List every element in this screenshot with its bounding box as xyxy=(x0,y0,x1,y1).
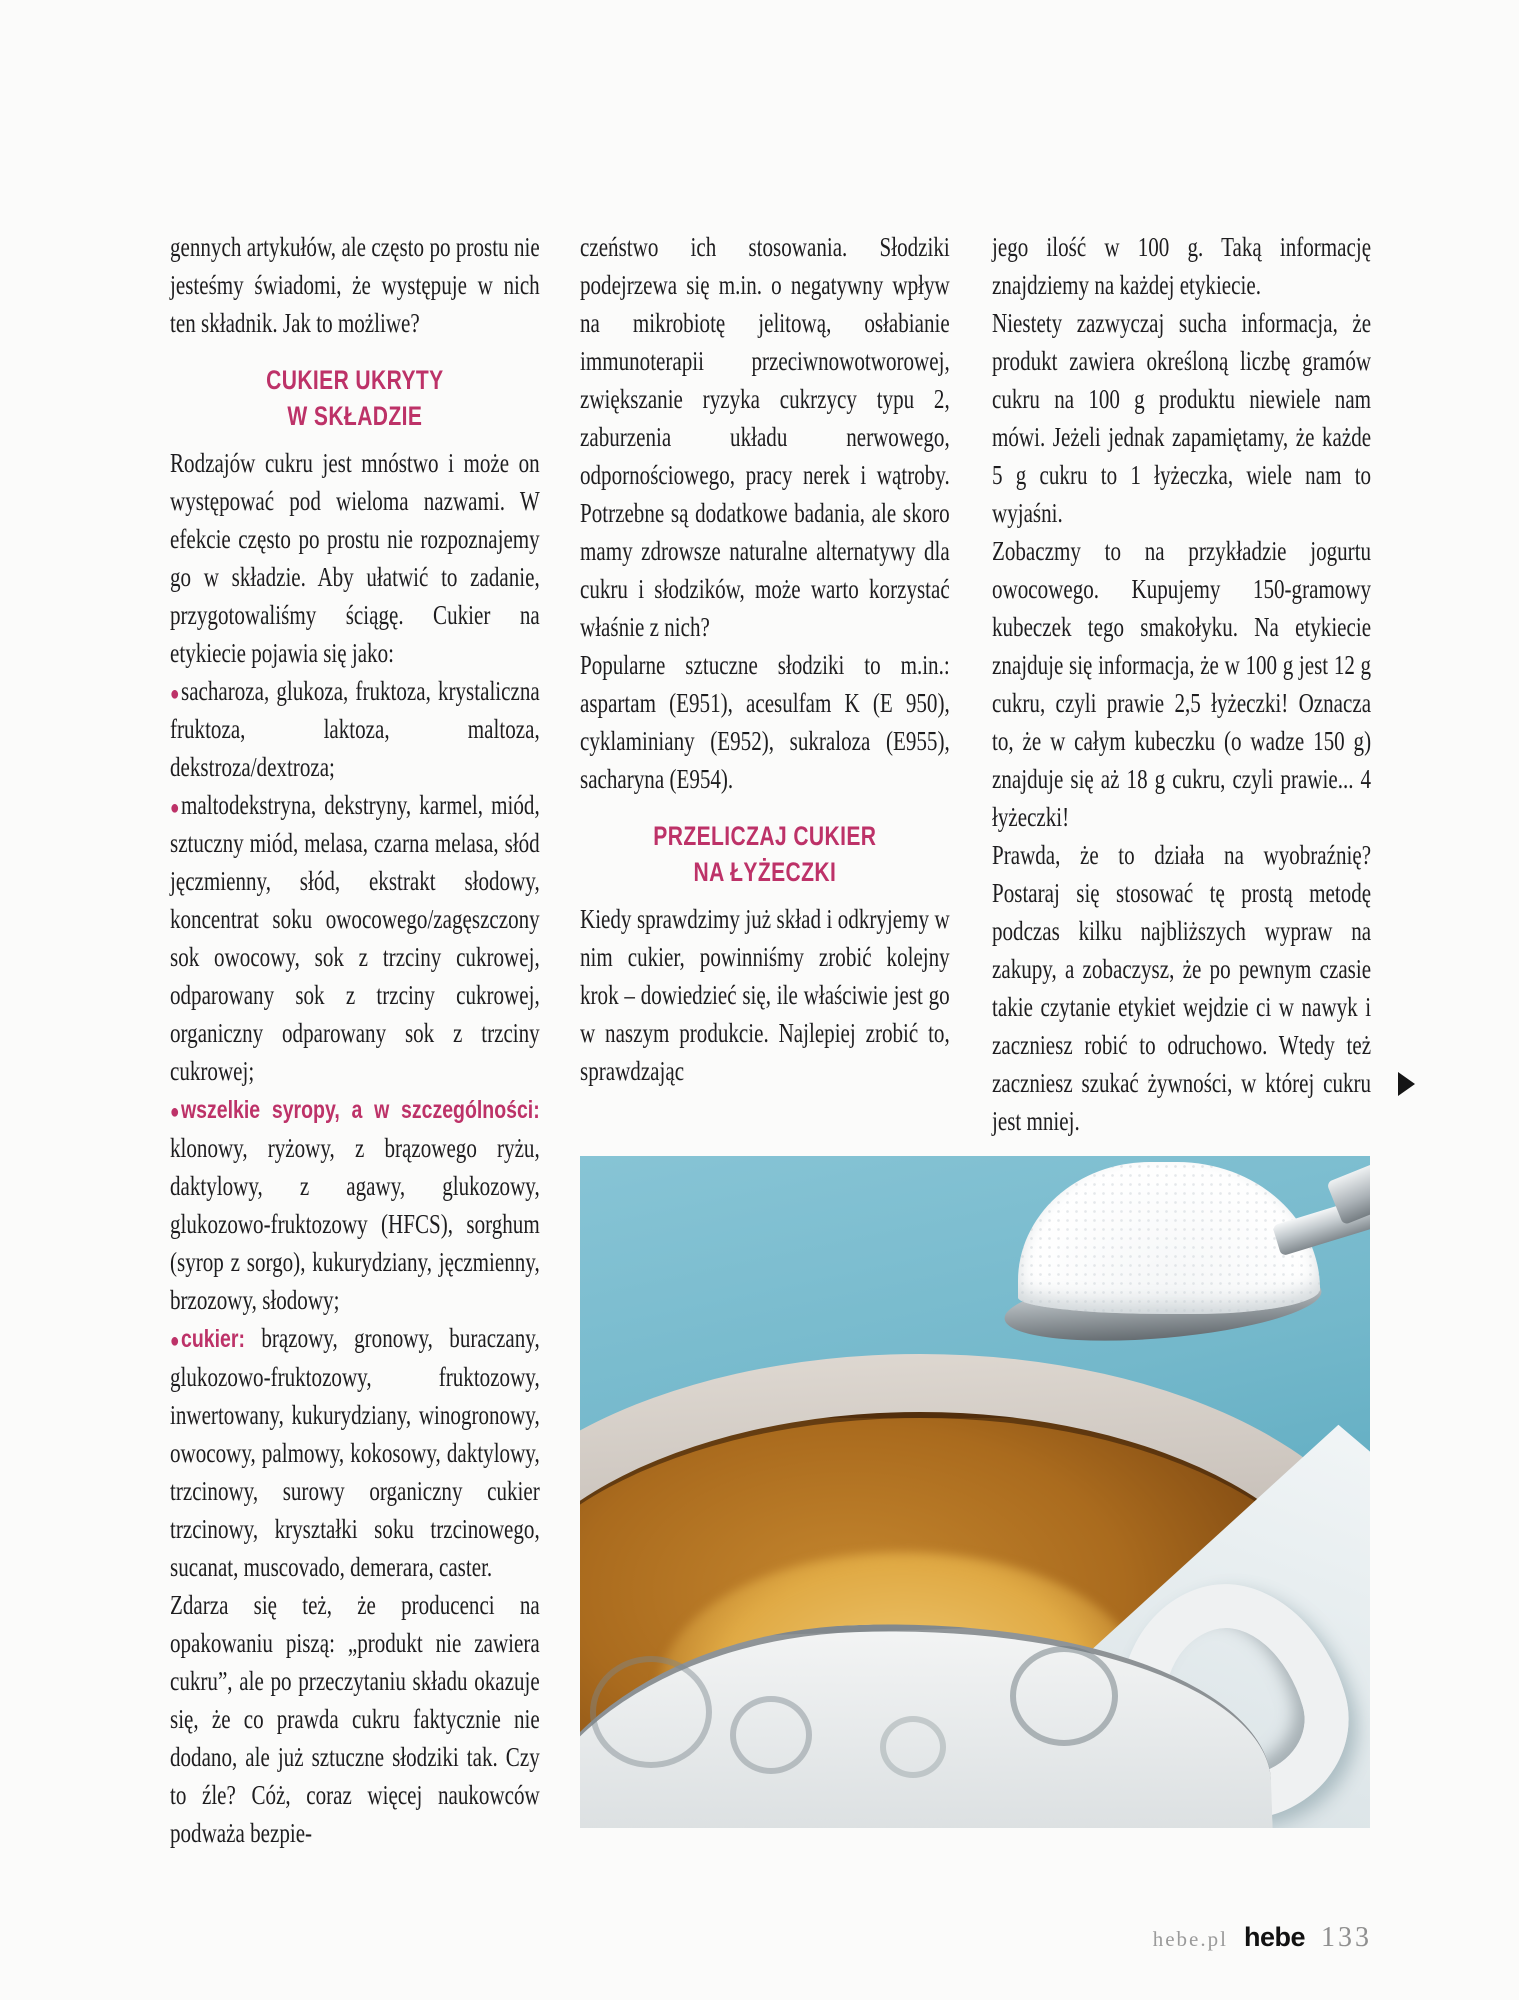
paragraph: Zdarza się też, że producenci na opakowaniu piszą: „produkt nie zawiera cukru”, ale po przeczytaniu składu okazuje się, że co prawda cukru faktycznie nie dodano, ale już sztuczne słodziki tak. Czy to źle? Cóż, coraz więcej naukowców podważa bezpie- xyxy=(170,1590,540,1848)
paragraph: Zobaczmy to na przykładzie jogurtu owocowego. Kupujemy 150-gramowy kubeczek tego smakołyku. Na etykiecie znajduje się informacja, że w 100 g jest 12 g cukru, czyli prawie 2,5 łyżeczki! Oznacza to, że w całym kubeczku (o wadze 150 g) znajduje się aż 18 g cukru, czyli prawie... 4 łyżeczki! xyxy=(992,536,1372,832)
photo-cup-ornament xyxy=(730,1696,812,1774)
section-heading-cukier-ukryty xyxy=(170,362,540,434)
bullet-lead: cukier: xyxy=(180,1325,245,1353)
paragraph: Rodzajów cukru jest mnóstwo i może on występować pod wieloma nazwami. W efekcie często po prostu nie rozpoznajemy go w składzie. Aby ułatwić to zadanie, przygotowaliśmy ściągę. Cukier na etykiecie pojawia się jako: xyxy=(170,448,540,668)
article-continues-arrow-icon xyxy=(1398,1072,1415,1096)
heading-line: CUKIER UKRYTY xyxy=(266,365,444,395)
photo-cup-ornament xyxy=(1010,1646,1118,1746)
bullet-lead: wszelkie syropy, a w szczególności: xyxy=(180,1096,540,1124)
article-column-middle xyxy=(580,228,1054,1090)
photo-sugar-heap xyxy=(1018,1162,1320,1314)
bullet-dot-icon: ● xyxy=(170,797,180,819)
bullet-text: klonowy, ryżowy, z brązowego ryżu, daktylowy, z agawy, glukozowy, glukozowo-fruktozowy (HFCS), sorghum (syrop z sorgo), kukurydziany, jęczmienny, brzozowy, słodowy; xyxy=(170,1133,540,1315)
footer-site-url: hebe.pl xyxy=(1152,1927,1228,1951)
bullet-text: sacharoza, glukoza, fruktoza, krystaliczna fruktoza, laktoza, maltoza, dekstroza/dextroza; xyxy=(170,676,540,782)
bullet-dot-icon: ● xyxy=(170,1101,180,1123)
footer-brand-logo: hebe xyxy=(1243,1922,1305,1952)
bullet-dot-icon: ● xyxy=(170,1330,180,1352)
bullet-dot-icon: ● xyxy=(170,683,180,705)
paragraph: jego ilość w 100 g. Taką informację znajdziemy na każdej etykiecie. xyxy=(992,232,1372,300)
paragraph: gennych artykułów, ale często po prostu nie jesteśmy świadomi, że występuje w nich ten składnik. Jak to możliwe? xyxy=(170,232,540,338)
heading-line: W SKŁADZIE xyxy=(287,401,423,431)
photo-cup-ornament xyxy=(880,1716,946,1778)
bullet-item xyxy=(170,1090,540,1319)
article-column-right xyxy=(992,228,1478,1140)
paragraph: czeństwo ich stosowania. Słodziki podejrzewa się m.in. o negatywny wpływ na mikrobiotę jelitową, osłabianie immunoterapii przeciwnowotworowej, zwiększanie ryzyka cukrzycy typu 2, zaburzenia układu nerwowego, odpornościowego, pracy nerek i wątroby. Potrzebne są dodatkowe badania, ale skoro mamy zdrowsze naturalne alternatywy dla cukru i słodzików, może warto korzystać właśnie z nich? xyxy=(580,232,950,642)
paragraph: Prawda, że to działa na wyobraźnię? Postaraj się stosować tę prostą metodę podczas kilku najbliższych wypraw na zakupy, a zobaczysz, że po pewnym czasie takie czytanie etykiet wejdzie ci w nawyk i zaczniesz robić to odruchowo. Wtedy też zaczniesz szukać żywności, w której cukru jest mniej. xyxy=(992,840,1372,1136)
footer-page-number: 133 xyxy=(1321,1922,1372,1953)
article-column-left xyxy=(170,228,644,1852)
bullet-item xyxy=(170,786,540,1090)
photo-sugar-spoon-over-tea xyxy=(580,1156,1370,1828)
photo-cup-ornament xyxy=(590,1656,712,1768)
page-footer xyxy=(1153,1922,1372,1954)
bullet-item xyxy=(170,672,540,786)
bullet-text: brązowy, gronowy, buraczany, glukozowo-fruktozowy, fruktozowy, inwertowany, kukurydziany, winogronowy, owocowy, palmowy, kokosowy, daktylowy, trzcinowy, surowy organiczny cukier trzcinowy, kryształki soku trzcinowego, sucanat, muscovado, demerara, caster. xyxy=(170,1323,540,1582)
paragraph: Kiedy sprawdzimy już skład i odkryjemy w nim cukier, powinniśmy zrobić kolejny krok – dowiedzieć się, ile właściwie jest go w naszym produkcie. Najlepiej zrobić to, sprawdzając xyxy=(580,904,950,1086)
bullet-text: maltodekstryna, dekstryny, karmel, miód, sztuczny miód, melasa, czarna melasa, słód jęczmienny, słód, ekstrakt słodowy, koncentrat soku owocowego/zagęszczony sok owocowy, sok z trzciny cukrowej, odparowany sok z trzciny cukrowej, organiczny odparowany sok z trzciny cukrowej; xyxy=(170,790,540,1086)
bullet-item xyxy=(170,1319,540,1586)
heading-line: NA ŁYŻECZKI xyxy=(693,857,837,887)
heading-line: PRZELICZAJ CUKIER xyxy=(653,821,877,851)
section-heading-przeliczaj-cukier xyxy=(580,818,950,890)
paragraph: Niestety zazwyczaj sucha informacja, że produkt zawiera określoną liczbę gramów cukru na 100 g produktu niewiele nam mówi. Jeżeli jednak zapamiętamy, że każde 5 g cukru to 1 łyżeczka, wiele nam to wyjaśni. xyxy=(992,308,1372,528)
paragraph: Popularne sztuczne słodziki to m.in.: aspartam (E951), acesulfam K (E 950), cyklaminiany (E952), sukraloza (E955), sacharyna (E954). xyxy=(580,650,950,794)
